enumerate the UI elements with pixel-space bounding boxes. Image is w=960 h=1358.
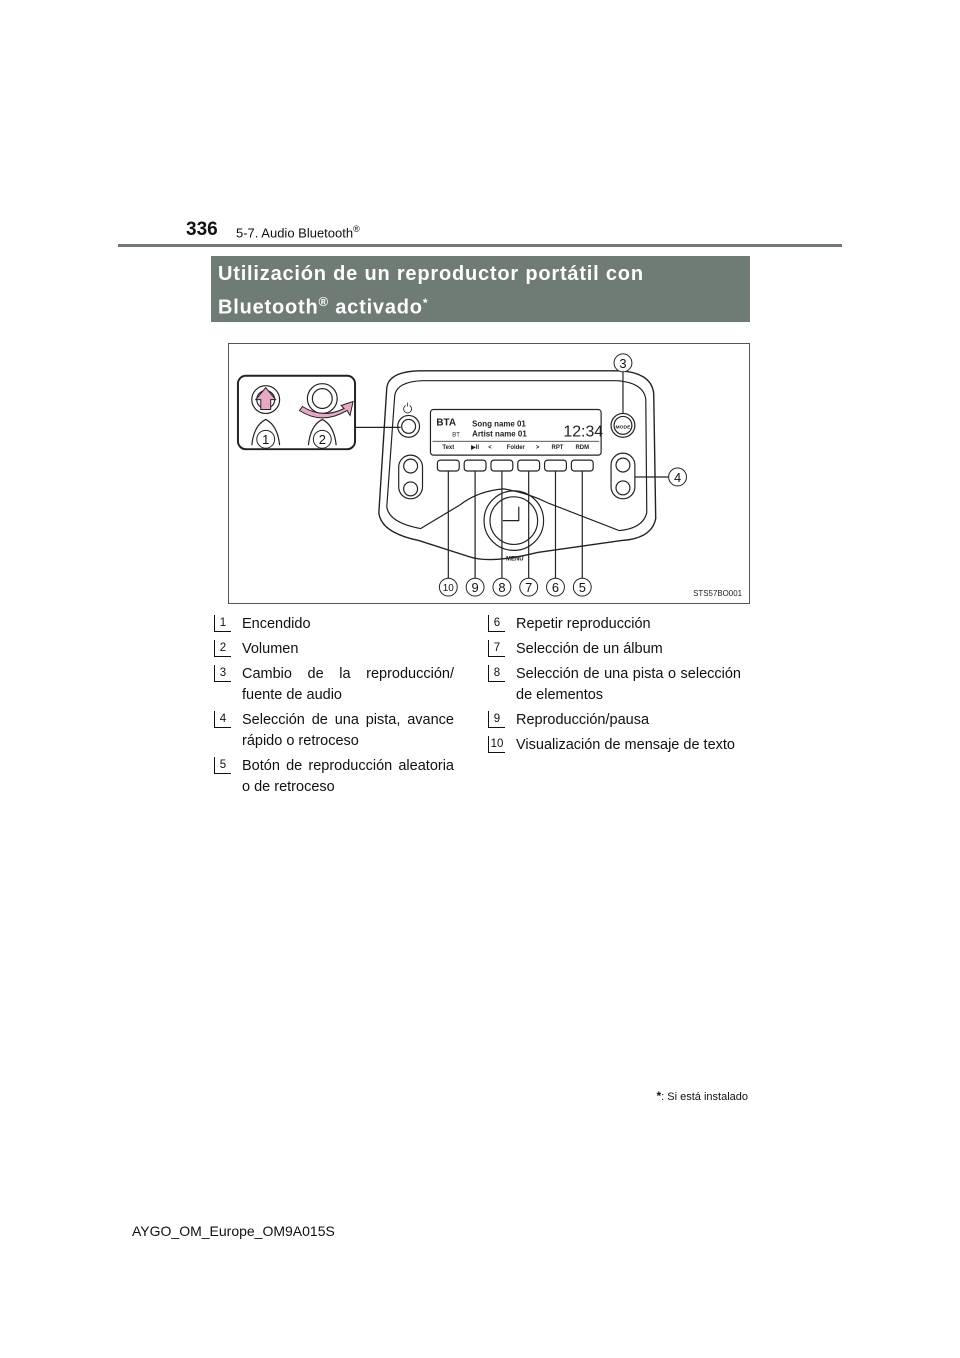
bt-logo: BTA xyxy=(436,417,457,429)
display-clock: 12:34 xyxy=(563,423,604,441)
legend-item: 4 Selección de una pista, avance rápido o retroceso xyxy=(214,710,454,752)
title-line-1: Utilización de un reproductor portátil con xyxy=(218,263,644,285)
callout-5: 5 xyxy=(578,580,586,596)
legend-item: 1 Encendido xyxy=(214,614,454,635)
document-code: AYGO_OM_Europe_OM9A015S xyxy=(132,1223,335,1239)
menu-label: MENU xyxy=(506,556,524,563)
legend-item: 10 Visualización de mensaje de texto xyxy=(488,735,741,756)
footnote-star: * xyxy=(656,1089,662,1103)
callout-4: 4 xyxy=(673,469,682,485)
legend-item: 9 Reproducción/pausa xyxy=(488,710,741,731)
title-line-2: Bluetooth® activado* xyxy=(218,294,429,319)
callout-3: 3 xyxy=(619,355,627,371)
soft-label-play: ▶II xyxy=(471,445,480,452)
legend-item: 2 Volumen xyxy=(214,639,454,660)
legend-item: 8 Selección de una pista o selección de elementos xyxy=(488,664,741,706)
legend-item: 7 Selección de un álbum xyxy=(488,639,741,660)
header-rule xyxy=(118,244,842,247)
page-title xyxy=(211,256,750,322)
song-name: Song name 01 xyxy=(472,419,526,429)
section-title: 5-7. Audio Bluetooth xyxy=(236,225,354,241)
artist-name: Artist name 01 xyxy=(472,429,527,439)
callout-6: 6 xyxy=(551,580,560,596)
footnote xyxy=(656,1089,748,1103)
callout-2: 2 xyxy=(318,432,326,448)
soft-label-rdm: RDM xyxy=(575,445,590,452)
power-icon xyxy=(404,406,412,413)
legend-right-column xyxy=(488,614,741,760)
footnote-text: : Si está instalado xyxy=(661,1091,748,1103)
soft-label-text: Text xyxy=(442,445,455,452)
section-breadcrumb xyxy=(236,224,360,240)
bt-sub: BT xyxy=(452,432,460,439)
power-button xyxy=(398,415,420,437)
seek-buttons xyxy=(611,453,635,499)
callout-7: 7 xyxy=(525,580,533,596)
callout-9: 9 xyxy=(471,580,479,596)
soft-label-folder: Folder xyxy=(506,445,525,452)
page-number: 336 xyxy=(186,219,218,240)
legend-item: 5 Botón de reproducción aleatoria o de retroceso xyxy=(214,756,454,798)
soft-label-next: > xyxy=(535,445,540,452)
legend-item: 6 Repetir reproducción xyxy=(488,614,741,635)
mode-label: MODE xyxy=(615,425,631,431)
legend-item: 3 Cambio de la reproducción/ fuente de audio xyxy=(214,664,454,706)
audio-unit-diagram xyxy=(229,344,749,603)
callout-1: 1 xyxy=(262,432,270,448)
callout-10: 10 xyxy=(442,583,454,595)
figure-code: STS57BO001 xyxy=(693,589,743,599)
legend-left-column xyxy=(214,614,454,802)
callout-8: 8 xyxy=(498,580,506,596)
soft-label-prev: < xyxy=(488,445,492,452)
audio-unit-figure xyxy=(228,343,750,604)
soft-label-rpt: RPT xyxy=(551,445,564,452)
registered-mark: ® xyxy=(353,224,360,234)
